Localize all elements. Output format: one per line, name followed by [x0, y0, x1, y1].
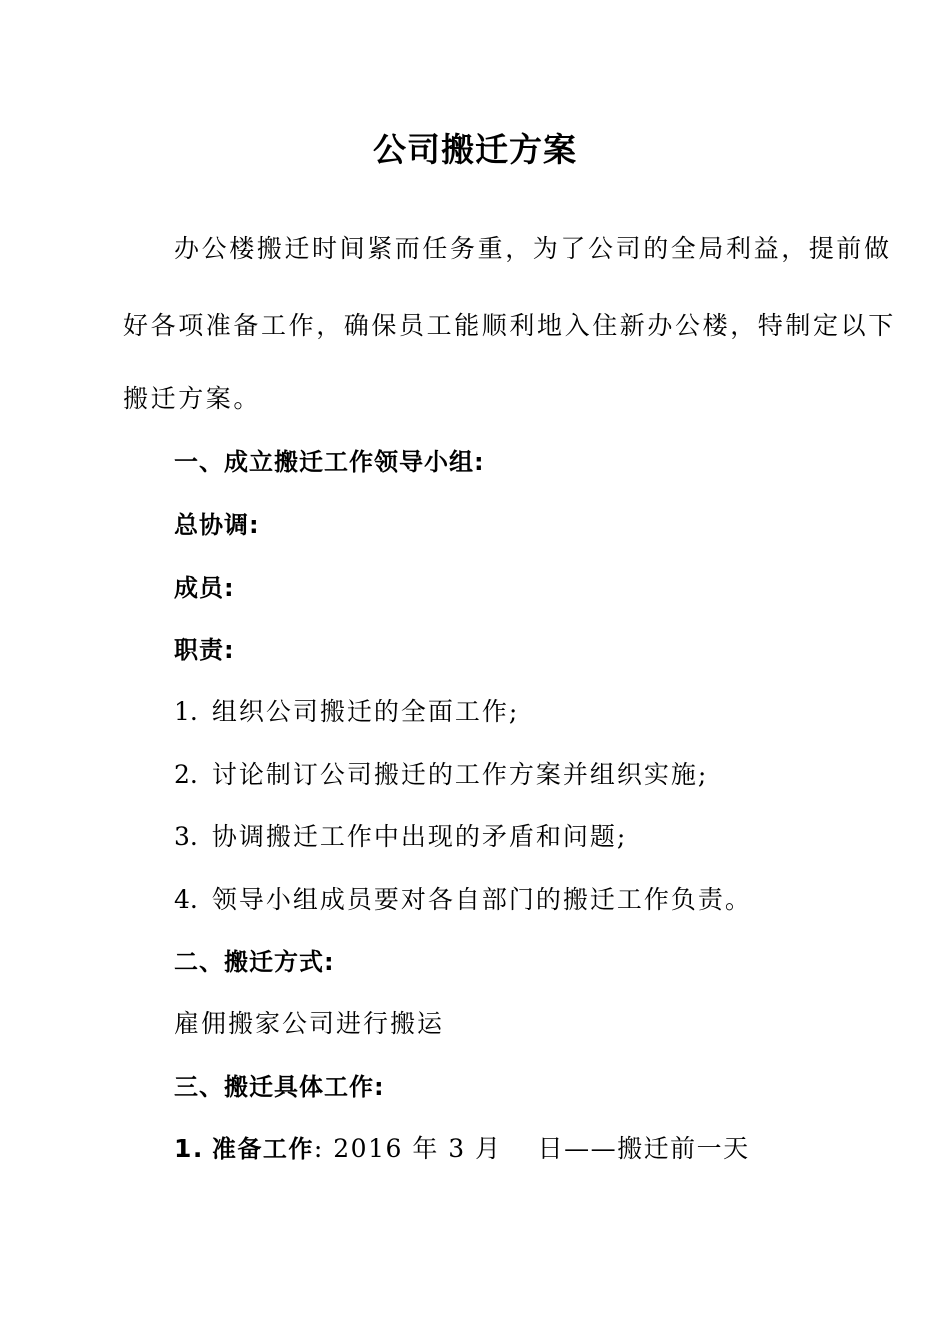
preparation-line	[174, 1129, 750, 1169]
duty-item-1	[174, 692, 519, 732]
section-2-heading: 二、搬迁方式:	[174, 948, 335, 976]
duty-text: 协调搬迁工作中出现的矛盾和问题;	[211, 822, 628, 851]
duty-number: 3.	[174, 822, 198, 851]
duty-text: 组织公司搬迁的全面工作;	[211, 697, 520, 726]
document-title: 公司搬迁方案	[373, 130, 577, 169]
preparation-number: 1.	[174, 1134, 204, 1163]
duty-item-3	[174, 817, 627, 857]
duty-item-4	[174, 880, 752, 920]
section-3-heading: 三、搬迁具体工作:	[174, 1073, 385, 1101]
intro-line-2: 好各项准备工作，确保员工能顺利地入住新办公楼，特制定以下	[123, 311, 896, 340]
preparation-text: : 2016 年 3 月 日——搬迁前一天	[313, 1134, 750, 1163]
members-label: 成员:	[174, 574, 235, 602]
coordinator-label: 总协调:	[174, 511, 260, 539]
duty-number: 4.	[174, 885, 198, 914]
duties-label: 职责:	[174, 636, 235, 664]
duty-text: 讨论制订公司搬迁的工作方案并组织实施;	[211, 760, 709, 789]
section-1-heading: 一、成立搬迁工作领导小组:	[174, 448, 485, 476]
duty-item-2	[174, 755, 708, 795]
duty-number: 2.	[174, 760, 198, 789]
preparation-label: 准备工作	[211, 1135, 314, 1163]
moving-method-text: 雇佣搬家公司进行搬运	[174, 1009, 445, 1038]
duty-text: 领导小组成员要对各自部门的搬迁工作负责。	[211, 885, 752, 914]
intro-line-3: 搬迁方案。	[123, 384, 262, 413]
intro-line-1: 办公楼搬迁时间紧而任务重，为了公司的全局利益，提前做	[174, 234, 892, 263]
duty-number: 1.	[174, 697, 198, 726]
